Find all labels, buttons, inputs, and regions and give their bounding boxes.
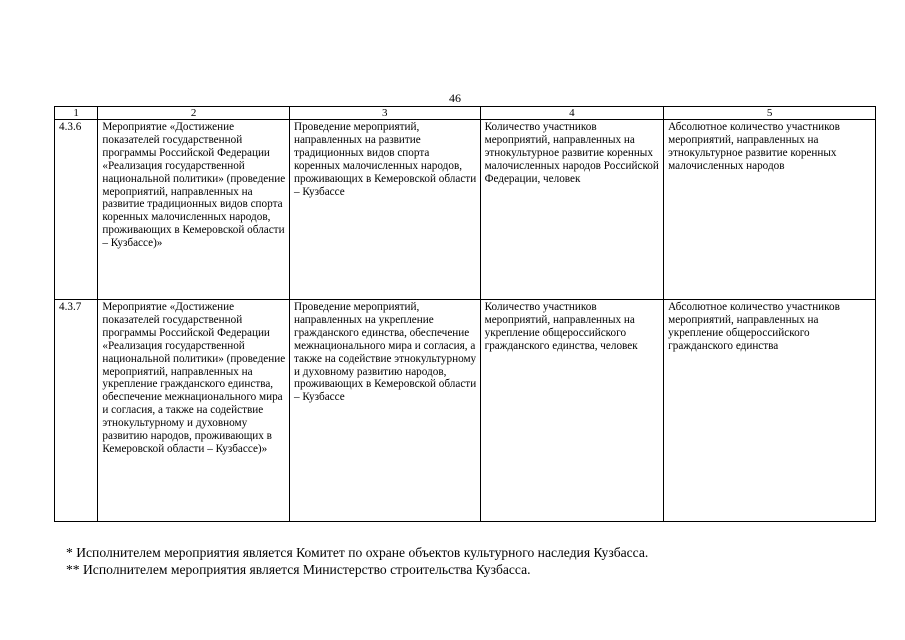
row-number: 4.3.6 bbox=[55, 120, 98, 300]
table-row bbox=[55, 300, 876, 522]
table-row bbox=[55, 120, 876, 300]
row-number: 4.3.7 bbox=[55, 300, 98, 522]
column-header-5: 5 bbox=[664, 107, 876, 120]
indicator-method-cell: Абсолютное количество участников мероприятий, направленных на этнокультурное развитие коренных малочисленных народов bbox=[664, 120, 876, 300]
table-header-row bbox=[55, 107, 876, 120]
column-header-1: 1 bbox=[55, 107, 98, 120]
measure-description-cell: Проведение мероприятий, направленных на развитие традиционных видов спорта коренных малочисленных народов, проживающих в Кемеровской области – Кузбассе bbox=[289, 120, 480, 300]
measure-description-cell: Проведение мероприятий, направленных на укрепление гражданского единства, обеспечение межнационального мира и согласия, а также на содействие этнокультурному и духовному развитию народов, проживающих в Кемеровской области – Кузбассе bbox=[289, 300, 480, 522]
footnote-1: * Исполнителем мероприятия является Комитет по охране объектов культурного наследия Кузбасса. bbox=[66, 545, 649, 560]
column-header-2: 2 bbox=[98, 107, 290, 120]
column-header-3: 3 bbox=[289, 107, 480, 120]
measures-table bbox=[54, 106, 876, 522]
measure-name-cell: Мероприятие «Достижение показателей государственной программы Российской Федерации «Реализация государственной национальной политики» (проведение мероприятий, направленных на укрепление гражданского единства, обеспечение межнационального мира и согласия, а также на содействие этнокультурному и духовному развитию народов, проживающих в Кемеровской области – Кузбассе)» bbox=[98, 300, 290, 522]
measure-name-cell: Мероприятие «Достижение показателей государственной программы Российской Федерации «Реализация государственной национальной политики» (проведение мероприятий, направленных на развитие традиционных видов спорта коренных малочисленных народов, проживающих в Кемеровской области – Кузбассе)» bbox=[98, 120, 290, 300]
indicator-name-cell: Количество участников мероприятий, направленных на этнокультурное развитие коренных малочисленных народов Российской Федерации, человек bbox=[480, 120, 664, 300]
page-number: 46 bbox=[449, 91, 461, 105]
column-header-4: 4 bbox=[480, 107, 664, 120]
indicator-method-cell: Абсолютное количество участников мероприятий, направленных на укрепление общероссийского гражданского единства bbox=[664, 300, 876, 522]
indicator-name-cell: Количество участников мероприятий, направленных на укрепление общероссийского гражданского единства, человек bbox=[480, 300, 664, 522]
footnote-2: ** Исполнителем мероприятия является Министерство строительства Кузбасса. bbox=[66, 562, 531, 577]
footnotes bbox=[66, 544, 648, 578]
